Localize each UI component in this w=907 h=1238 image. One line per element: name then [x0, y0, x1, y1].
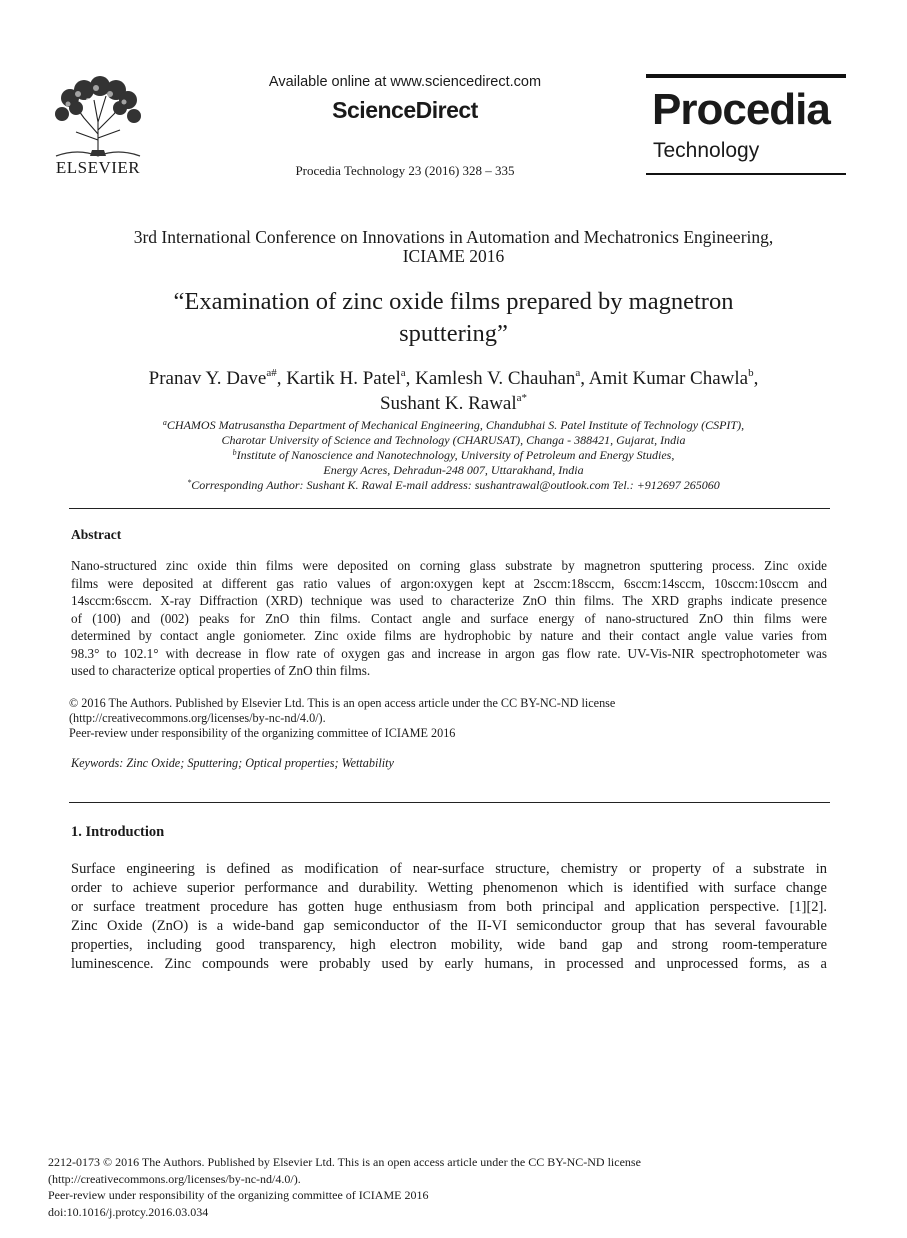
- divider: [69, 802, 830, 803]
- author-name: Pranav Y. Dave: [148, 368, 267, 389]
- conference-line: ICIAME 2016: [402, 246, 505, 266]
- affiliation-line: [60, 478, 847, 493]
- affil-mark: *: [187, 478, 192, 487]
- abstract-body: [71, 557, 827, 680]
- footer-peer-review: Peer-review under responsibility of the organizing committee of ICIAME 2016: [48, 1188, 429, 1202]
- affiliation-text: Institute of Nanoscience and Nanotechnology, University of Petroleum and Energy Studies,: [236, 448, 675, 462]
- affil-mark: b: [232, 448, 237, 457]
- author-list: [60, 366, 847, 416]
- abstract-line: 98.3° to 102.1° with decrease in flow rate of oxygen gas and increase in argon gas flow rate. UV-Vis-NIR spectrophotometer was: [71, 645, 827, 661]
- conference-name: [60, 228, 847, 266]
- logo-bottom-rule: [646, 173, 846, 175]
- author-name: Kartik H. Patel: [286, 368, 401, 389]
- logo-top-rule: [646, 74, 846, 78]
- license-link[interactable]: (http://creativecommons.org/licenses/by-nc-nd/4.0/).: [69, 711, 326, 725]
- author-separator: ,: [276, 368, 287, 389]
- intro-line: luminescence. Zinc compounds were probably used by early humans, in processed and unprocessed forms, as a: [71, 956, 827, 972]
- available-online-link[interactable]: Available online at www.sciencedirect.com: [268, 74, 542, 90]
- copyright-line: © 2016 The Authors. Published by Elsevier Ltd. This is an open access article under the CC BY-NC-ND license: [69, 696, 616, 710]
- affiliation-text: Energy Acres, Dehradun-248 007, Uttarakhand, India: [323, 463, 584, 477]
- author-separator: ,: [753, 368, 759, 389]
- conference-line: 3rd International Conference on Innovations in Automation and Mechatronics Engineering,: [133, 227, 774, 247]
- technology-word: Technology: [653, 139, 760, 162]
- affiliation-line: [60, 448, 847, 463]
- title-line: “Examination of zinc oxide films prepared by magnetron: [173, 288, 734, 315]
- author-name: Kamlesh V. Chauhan: [415, 368, 576, 389]
- author-affil-mark: a: [575, 367, 581, 379]
- abstract-heading: Abstract: [71, 527, 122, 542]
- footer-issn-line: 2212-0173 © 2016 The Authors. Published by Elsevier Ltd. This is an open access article under the CC BY-NC-ND license: [48, 1155, 641, 1169]
- corresponding-author: Corresponding Author: Sushant K. Rawal E-mail address: sushantrawal@outlook.com Tel.: +912697 265060: [191, 478, 720, 492]
- affiliation-line: [60, 463, 847, 478]
- affiliation-text: Charotar University of Science and Technology (CHARUSAT), Changa - 388421, Gujarat, India: [221, 433, 686, 447]
- author-separator: ,: [580, 368, 589, 389]
- section-heading-introduction: 1. Introduction: [71, 824, 165, 840]
- page-footer: [48, 1154, 848, 1220]
- sciencedirect-logo[interactable]: ScienceDirect: [332, 97, 478, 123]
- author-line: [60, 391, 847, 416]
- introduction-body: [71, 860, 827, 974]
- affil-mark: a: [162, 418, 167, 427]
- intro-line: order to achieve superior performance and durability. Wetting phenomenon which is identified with surface change: [71, 880, 827, 896]
- abstract-line: of (100) and (002) peaks for ZnO thin films. Contact angle and surface energy of nano-structured ZnO thin films were: [71, 610, 827, 626]
- intro-line: properties, including good transparency, high electron mobility, wide band gap and strong room-temperature: [71, 937, 827, 953]
- affiliations: [60, 418, 847, 493]
- elsevier-wordmark: ELSEVIER: [55, 158, 141, 177]
- footer-license-link[interactable]: (http://creativecommons.org/licenses/by-nc-nd/4.0/).: [48, 1171, 301, 1186]
- keywords: Keywords: Zinc Oxide; Sputtering; Optical properties; Wettability: [71, 756, 394, 770]
- title-line: sputtering”: [399, 320, 508, 347]
- affiliation-text: CHAMOS Matrusanstha Department of Mechanical Engineering, Chandubhai S. Patel Institute of Technology (CSPIT),: [166, 418, 745, 432]
- author-line: [60, 366, 847, 391]
- intro-line: Zinc Oxide (ZnO) is a wide-band gap semiconductor of the II-VI semiconductor group that has several favourable: [71, 918, 827, 934]
- procedia-word: Procedia: [652, 85, 830, 134]
- author-affil-mark: b: [748, 367, 754, 379]
- abstract-line: determined by contact angle goniometer. Zinc oxide films are hydrophobic by nature and their contact angle value varies from: [71, 628, 827, 643]
- copyright-notice: [69, 696, 829, 741]
- journal-reference: Procedia Technology 23 (2016) 328 – 335: [295, 163, 515, 178]
- peer-review-line: Peer-review under responsibility of the organizing committee of ICIAME 2016: [69, 726, 456, 740]
- divider: [69, 508, 830, 509]
- author-name: Sushant K. Rawal: [379, 393, 517, 414]
- author-affil-mark: a*: [516, 392, 528, 404]
- abstract-line: films were deposited at different gas ratio values of argon:oxygen kept at 2sccm:18sccm, 6sccm:14sccm, 10sccm:10sccm and: [71, 575, 827, 591]
- author-name: Amit Kumar Chawla: [588, 368, 749, 389]
- affiliation-line: [60, 433, 847, 448]
- author-separator: ,: [405, 368, 416, 389]
- paper-title: [60, 286, 847, 350]
- abstract-line: used to characterize optical properties of ZnO thin films.: [71, 663, 371, 678]
- footer-doi[interactable]: doi:10.1016/j.protcy.2016.03.034: [48, 1204, 209, 1219]
- abstract-line: 14sccm:6sccm. X-ray Diffraction (XRD) technique was used to characterize ZnO thin films. The XRD graphs indicate presence: [71, 593, 827, 608]
- intro-line: or surface treatment procedure has gotten huge enthusiasm from both principal and application perspective. [1][2].: [71, 899, 827, 915]
- abstract-line: Nano-structured zinc oxide thin films were deposited on corning glass substrate by magnetron sputtering process. Zinc oxide: [71, 558, 827, 573]
- author-affil-mark: a: [400, 367, 406, 379]
- procedia-technology-logo: [646, 74, 846, 178]
- intro-line: Surface engineering is defined as modification of near-surface structure, chemistry or property of a substrate in: [71, 861, 827, 877]
- affiliation-line: [60, 418, 847, 433]
- author-affil-mark: a#: [266, 367, 277, 379]
